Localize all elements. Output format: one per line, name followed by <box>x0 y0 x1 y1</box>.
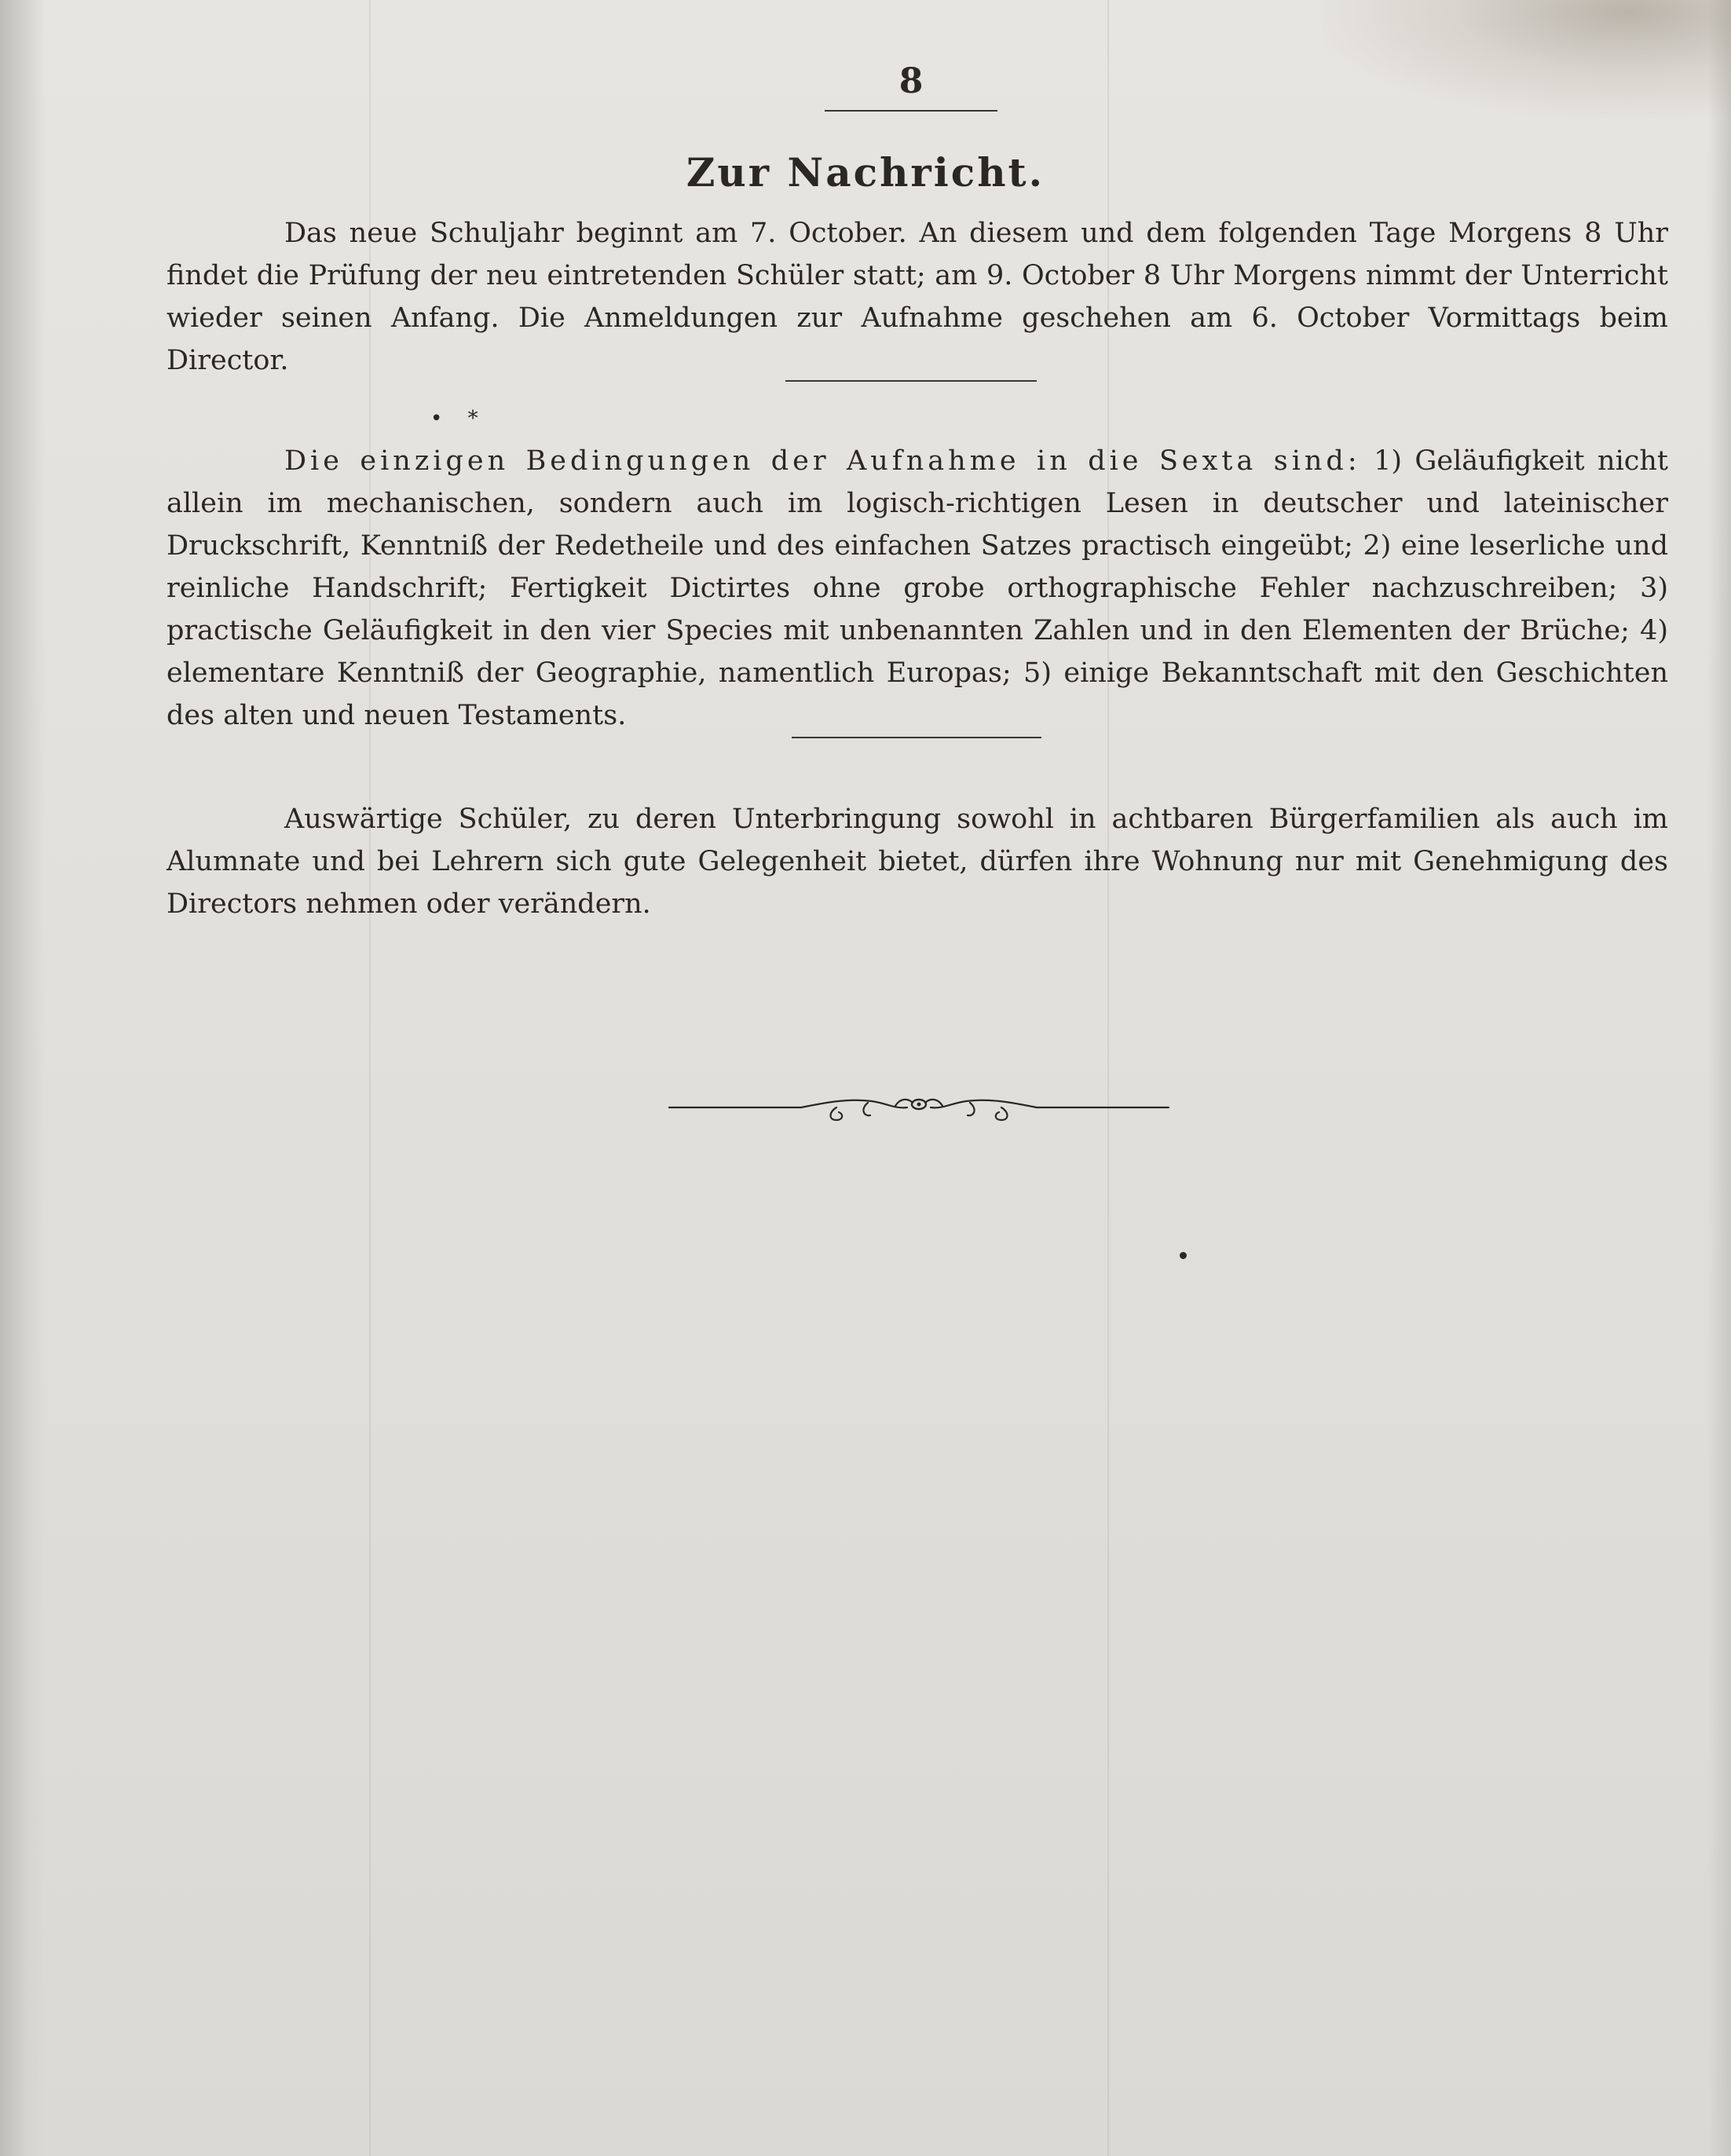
paragraph-school-year: Das neue Schuljahr beginnt am 7. October. An diesem und dem folgenden Tage Morgens 8 Uhr findet die Prüfung der neu eintretenden Schüler statt; am 9. October 8 Uhr Morgens nimmt der Unterricht wieder seinen Anfang. Die Anmeldungen zur Aufnahme geschehen am 6. October Vormittags beim Director. <box>167 218 1668 376</box>
section-divider <box>785 380 1037 382</box>
bullet-marks: • * <box>430 407 488 430</box>
admission-conditions-lead: Die einzigen Bedingungen der Aufnahme in die Sexta sind: <box>284 445 1361 477</box>
page-number-underline <box>825 110 997 112</box>
paragraph-admission-conditions <box>167 440 1668 737</box>
admission-conditions-list: 1) Geläufigkeit nicht allein im mechanischen, sondern auch im logisch-richtigen Lesen in deutscher und lateinischer Druckschrift, Kenntniß der Redetheile und des einfachen Satzes practisch eingeübt; 2) eine leserliche und reinliche Handschrift; Fertigkeit Dictirtes ohne grobe orthographische Fehler nachzuschreiben; 3) practische Geläufigkeit in den vier Species mit unbenannten Zahlen und in den Elementen der Brüche; 4) elementare Kenntniß der Geographie, namentlich Europas; 5) einige Bekanntschaft mit den Geschichten des alten und neuen Testaments. <box>167 445 1668 731</box>
paragraph-external-students: Auswärtige Schüler, zu deren Unterbringung sowohl in achtbaren Bürgerfamilien als auch im Alumnate und bei Lehrern sich gute Gelegenheit bietet, dürfen ihre Wohnung nur mit Genehmigung des Directors nehmen oder verändern. <box>167 803 1668 920</box>
ornament-divider-icon <box>668 1089 1170 1123</box>
paper-right-edge <box>1707 0 1731 2156</box>
page-number: 8 <box>898 61 924 101</box>
paper-stain <box>1323 0 1731 118</box>
paper-left-edge <box>0 0 46 2156</box>
section-divider <box>792 737 1041 738</box>
page-title: Zur Nachricht. <box>686 149 1045 196</box>
ink-speck <box>1180 1252 1187 1259</box>
